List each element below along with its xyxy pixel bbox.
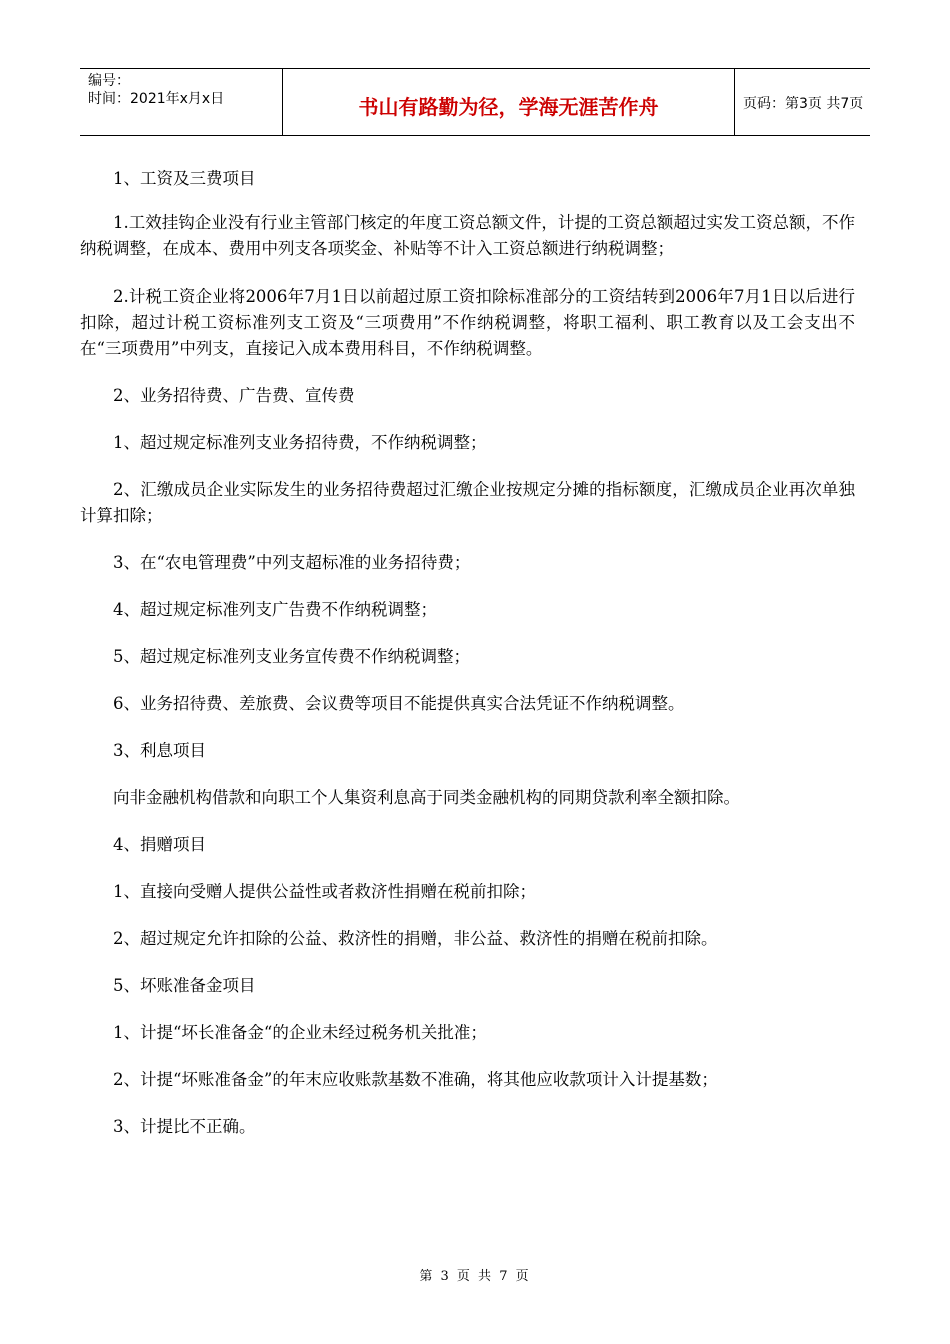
paragraph: 3、计提比不正确。 <box>113 1117 256 1136</box>
page-footer: 第 3 页 共 7 页 <box>419 1269 531 1284</box>
paragraph: 1、超过规定标准列支业务招待费，不作纳税调整； <box>113 433 487 452</box>
paragraph: 1、计提“坏长准备金“的企业未经过税务机关批准； <box>113 1023 487 1042</box>
paragraph: 5、超过规定标准列支业务宣传费不作纳税调整； <box>113 647 470 666</box>
paragraph: 1、工资及三费项目 <box>113 169 256 188</box>
paragraph: 2、业务招待费、广告费、宣传费 <box>113 386 355 405</box>
document-body <box>80 166 855 1140</box>
paragraph: 2、超过规定允许扣除的公益、救济性的捐赠，非公益、救济性的捐赠在税前扣除。 <box>113 929 718 948</box>
header-info-cell <box>80 69 283 135</box>
paragraph: 4、超过规定标准列支广告费不作纳税调整； <box>113 600 437 619</box>
page-header <box>80 68 870 136</box>
paragraph: 2.计税工资企业将2006年7月1日以前超过原工资扣除标准部分的工资结转到2006年7月1日以后进行扣除，超过计税工资标准列支工资及“三项费用”不作纳税调整，将职工福利、职工教育以及工会支出不在“三项费用”中列支，直接记入成本费用科目，不作纳税调整。 <box>80 287 855 358</box>
paragraph: 2、计提“坏账准备金”的年末应收账款基数不准确，将其他应收款项计入计提基数； <box>113 1070 718 1089</box>
header-page-label: 页码：第3页 共7页 <box>743 96 864 112</box>
paragraph: 6、业务招待费、差旅费、会议费等项目不能提供真实合法凭证不作纳税调整。 <box>113 694 685 713</box>
paragraph: 2、汇缴成员企业实际发生的业务招待费超过汇缴企业按规定分摊的指标额度，汇缴成员企业再次单独计算扣除； <box>80 480 855 525</box>
date-label: 时间：2021年x月x日 <box>88 91 225 107</box>
paragraph: 1.工效挂钩企业没有行业主管部门核定的年度工资总额文件，计提的工资总额超过实发工资总额，不作纳税调整，在成本、费用中列支各项奖金、补贴等不计入工资总额进行纳税调整； <box>80 213 855 258</box>
paragraph: 4、捐赠项目 <box>113 835 206 854</box>
number-label: 编号： <box>88 73 130 89</box>
paragraph: 向非金融机构借款和向职工个人集资利息高于同类金融机构的同期贷款利率全额扣除。 <box>113 788 740 807</box>
paragraph: 5、坏账准备金项目 <box>113 976 256 995</box>
header-motto: 书山有路勤为径，学海无涯苦作舟 <box>283 69 735 135</box>
paragraph: 3、利息项目 <box>113 741 206 760</box>
paragraph: 1、直接向受赠人提供公益性或者救济性捐赠在税前扣除； <box>113 882 536 901</box>
paragraph: 3、在“农电管理费”中列支超标准的业务招待费； <box>113 553 471 572</box>
